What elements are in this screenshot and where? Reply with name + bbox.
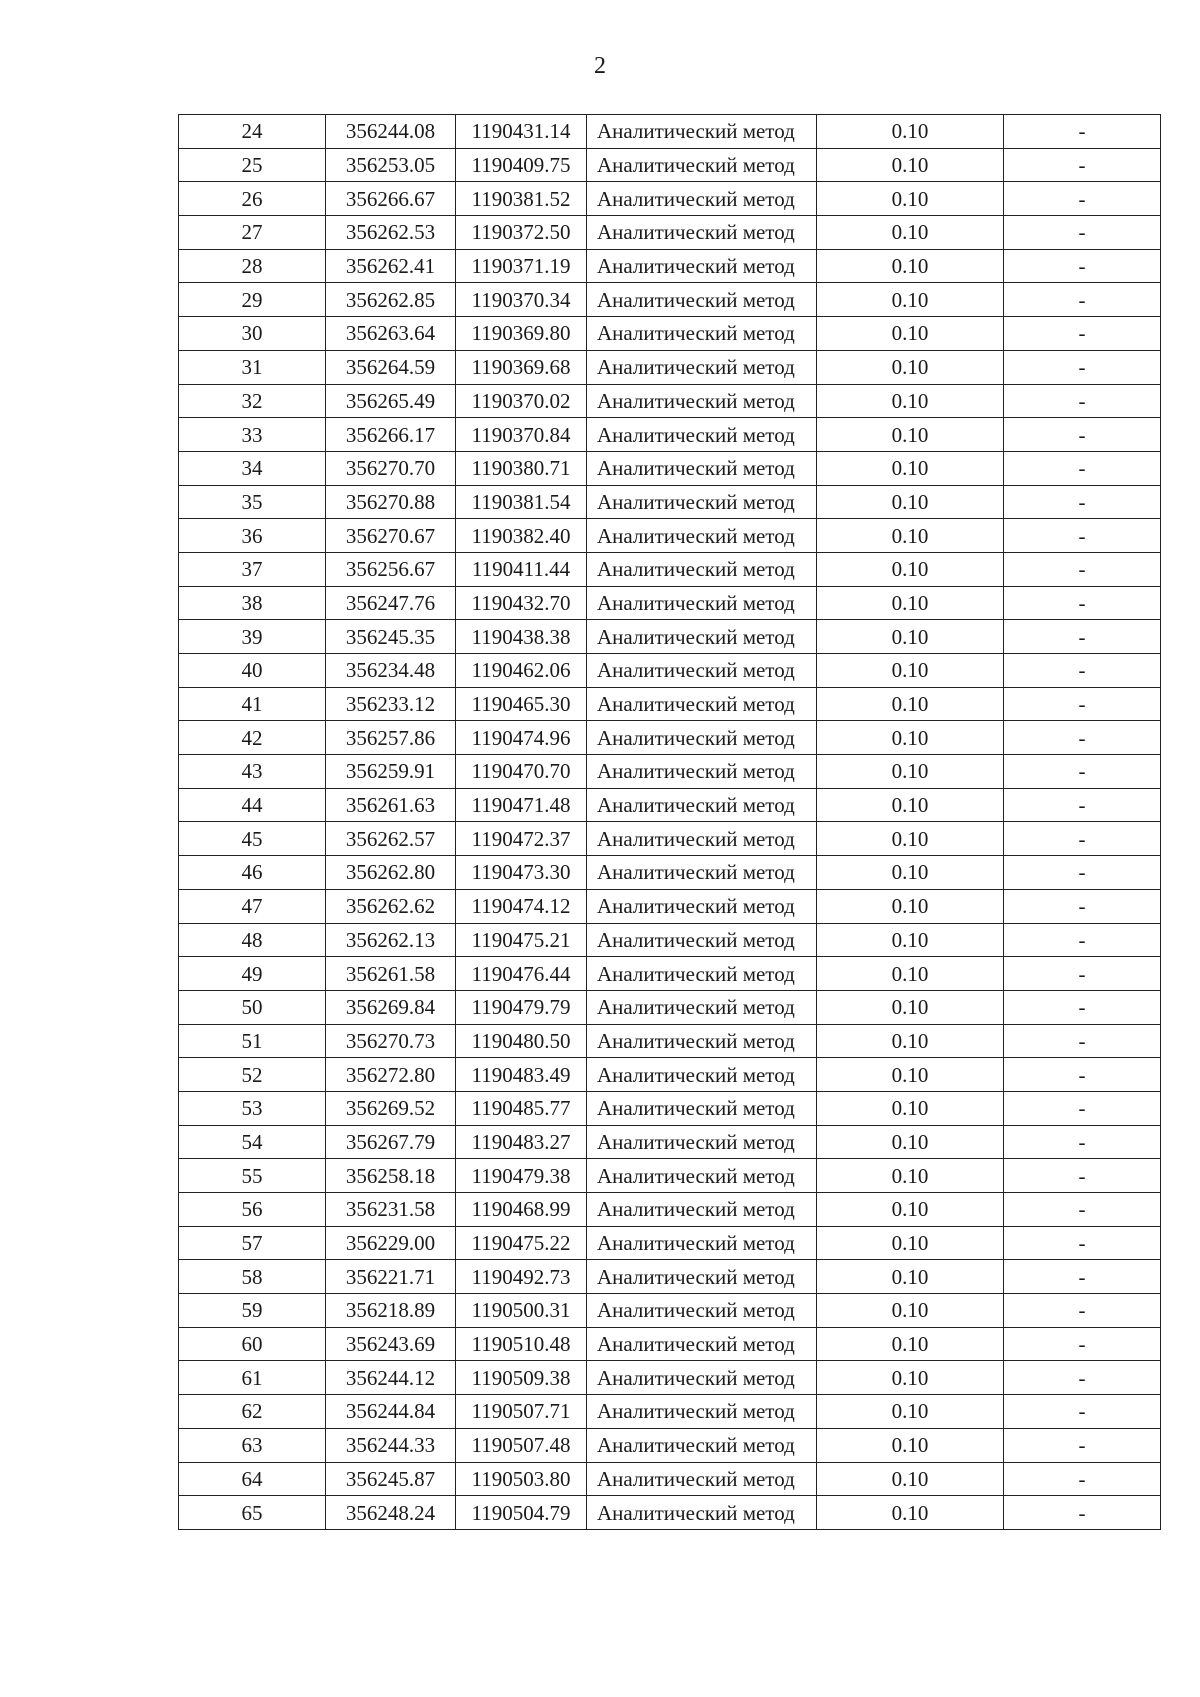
accuracy-cell: 0.10 (817, 1226, 1004, 1260)
accuracy-cell: 0.10 (817, 418, 1004, 452)
y-coordinate-cell: 1190468.99 (456, 1193, 587, 1227)
y-coordinate-cell: 1190473.30 (456, 856, 587, 890)
note-cell: - (1004, 856, 1161, 890)
table-row (179, 1327, 1161, 1361)
y-coordinate-cell: 1190479.79 (456, 990, 587, 1024)
point-number-cell: 39 (179, 620, 326, 654)
x-coordinate-cell: 356262.57 (326, 822, 456, 856)
x-coordinate-cell: 356229.00 (326, 1226, 456, 1260)
y-coordinate-cell: 1190370.34 (456, 283, 587, 317)
x-coordinate-cell: 356221.71 (326, 1260, 456, 1294)
accuracy-cell: 0.10 (817, 1361, 1004, 1395)
accuracy-cell: 0.10 (817, 721, 1004, 755)
method-cell: Аналитический метод (587, 148, 817, 182)
accuracy-cell: 0.10 (817, 350, 1004, 384)
note-cell: - (1004, 384, 1161, 418)
point-number-cell: 24 (179, 115, 326, 149)
method-cell: Аналитический метод (587, 1260, 817, 1294)
method-cell: Аналитический метод (587, 721, 817, 755)
note-cell: - (1004, 1058, 1161, 1092)
method-cell: Аналитический метод (587, 317, 817, 351)
x-coordinate-cell: 356262.53 (326, 216, 456, 250)
accuracy-cell: 0.10 (817, 620, 1004, 654)
y-coordinate-cell: 1190380.71 (456, 451, 587, 485)
point-number-cell: 35 (179, 485, 326, 519)
x-coordinate-cell: 356262.85 (326, 283, 456, 317)
point-number-cell: 30 (179, 317, 326, 351)
table-row (179, 283, 1161, 317)
note-cell: - (1004, 148, 1161, 182)
note-cell: - (1004, 216, 1161, 250)
accuracy-cell: 0.10 (817, 755, 1004, 789)
y-coordinate-cell: 1190483.49 (456, 1058, 587, 1092)
method-cell: Аналитический метод (587, 620, 817, 654)
x-coordinate-cell: 356244.08 (326, 115, 456, 149)
point-number-cell: 32 (179, 384, 326, 418)
x-coordinate-cell: 356269.52 (326, 1091, 456, 1125)
page-number: 2 (594, 53, 606, 79)
method-cell: Аналитический метод (587, 1058, 817, 1092)
table-row (179, 654, 1161, 688)
method-cell: Аналитический метод (587, 1024, 817, 1058)
note-cell: - (1004, 552, 1161, 586)
point-number-cell: 60 (179, 1327, 326, 1361)
x-coordinate-cell: 356218.89 (326, 1294, 456, 1328)
table-row (179, 923, 1161, 957)
accuracy-cell: 0.10 (817, 822, 1004, 856)
note-cell: - (1004, 451, 1161, 485)
x-coordinate-cell: 356253.05 (326, 148, 456, 182)
point-number-cell: 34 (179, 451, 326, 485)
point-number-cell: 62 (179, 1395, 326, 1429)
note-cell: - (1004, 1428, 1161, 1462)
point-number-cell: 25 (179, 148, 326, 182)
x-coordinate-cell: 356266.17 (326, 418, 456, 452)
y-coordinate-cell: 1190480.50 (456, 1024, 587, 1058)
method-cell: Аналитический метод (587, 822, 817, 856)
note-cell: - (1004, 1193, 1161, 1227)
method-cell: Аналитический метод (587, 485, 817, 519)
accuracy-cell: 0.10 (817, 519, 1004, 553)
x-coordinate-cell: 356272.80 (326, 1058, 456, 1092)
method-cell: Аналитический метод (587, 755, 817, 789)
y-coordinate-cell: 1190369.80 (456, 317, 587, 351)
accuracy-cell: 0.10 (817, 1327, 1004, 1361)
y-coordinate-cell: 1190510.48 (456, 1327, 587, 1361)
table-row (179, 586, 1161, 620)
accuracy-cell: 0.10 (817, 856, 1004, 890)
accuracy-cell: 0.10 (817, 283, 1004, 317)
accuracy-cell: 0.10 (817, 1496, 1004, 1530)
accuracy-cell: 0.10 (817, 1091, 1004, 1125)
x-coordinate-cell: 356256.67 (326, 552, 456, 586)
coordinates-table (178, 114, 1161, 1530)
table-row (179, 620, 1161, 654)
method-cell: Аналитический метод (587, 1091, 817, 1125)
x-coordinate-cell: 356263.64 (326, 317, 456, 351)
x-coordinate-cell: 356247.76 (326, 586, 456, 620)
note-cell: - (1004, 418, 1161, 452)
method-cell: Аналитический метод (587, 249, 817, 283)
x-coordinate-cell: 356262.41 (326, 249, 456, 283)
y-coordinate-cell: 1190382.40 (456, 519, 587, 553)
note-cell: - (1004, 350, 1161, 384)
point-number-cell: 38 (179, 586, 326, 620)
note-cell: - (1004, 654, 1161, 688)
x-coordinate-cell: 356270.70 (326, 451, 456, 485)
point-number-cell: 33 (179, 418, 326, 452)
table-row (179, 418, 1161, 452)
x-coordinate-cell: 356261.63 (326, 788, 456, 822)
table-row (179, 451, 1161, 485)
table-row (179, 182, 1161, 216)
table-row (179, 384, 1161, 418)
note-cell: - (1004, 687, 1161, 721)
x-coordinate-cell: 356265.49 (326, 384, 456, 418)
table-row (179, 519, 1161, 553)
table-row (179, 1496, 1161, 1530)
table-row (179, 1361, 1161, 1395)
x-coordinate-cell: 356248.24 (326, 1496, 456, 1530)
accuracy-cell: 0.10 (817, 788, 1004, 822)
method-cell: Аналитический метод (587, 384, 817, 418)
y-coordinate-cell: 1190485.77 (456, 1091, 587, 1125)
method-cell: Аналитический метод (587, 350, 817, 384)
point-number-cell: 45 (179, 822, 326, 856)
note-cell: - (1004, 889, 1161, 923)
x-coordinate-cell: 356262.80 (326, 856, 456, 890)
x-coordinate-cell: 356270.88 (326, 485, 456, 519)
x-coordinate-cell: 356244.84 (326, 1395, 456, 1429)
accuracy-cell: 0.10 (817, 586, 1004, 620)
y-coordinate-cell: 1190507.48 (456, 1428, 587, 1462)
point-number-cell: 46 (179, 856, 326, 890)
note-cell: - (1004, 1327, 1161, 1361)
point-number-cell: 37 (179, 552, 326, 586)
note-cell: - (1004, 990, 1161, 1024)
table-row (179, 990, 1161, 1024)
method-cell: Аналитический метод (587, 115, 817, 149)
table-row (179, 1428, 1161, 1462)
x-coordinate-cell: 356245.87 (326, 1462, 456, 1496)
y-coordinate-cell: 1190475.21 (456, 923, 587, 957)
x-coordinate-cell: 356266.67 (326, 182, 456, 216)
x-coordinate-cell: 356270.67 (326, 519, 456, 553)
accuracy-cell: 0.10 (817, 1395, 1004, 1429)
note-cell: - (1004, 1294, 1161, 1328)
x-coordinate-cell: 356244.12 (326, 1361, 456, 1395)
table-row (179, 249, 1161, 283)
point-number-cell: 63 (179, 1428, 326, 1462)
y-coordinate-cell: 1190431.14 (456, 115, 587, 149)
accuracy-cell: 0.10 (817, 1428, 1004, 1462)
method-cell: Аналитический метод (587, 1496, 817, 1530)
y-coordinate-cell: 1190474.96 (456, 721, 587, 755)
accuracy-cell: 0.10 (817, 384, 1004, 418)
point-number-cell: 64 (179, 1462, 326, 1496)
y-coordinate-cell: 1190369.68 (456, 350, 587, 384)
point-number-cell: 31 (179, 350, 326, 384)
y-coordinate-cell: 1190432.70 (456, 586, 587, 620)
accuracy-cell: 0.10 (817, 249, 1004, 283)
x-coordinate-cell: 356234.48 (326, 654, 456, 688)
method-cell: Аналитический метод (587, 418, 817, 452)
method-cell: Аналитический метод (587, 451, 817, 485)
method-cell: Аналитический метод (587, 654, 817, 688)
y-coordinate-cell: 1190411.44 (456, 552, 587, 586)
method-cell: Аналитический метод (587, 889, 817, 923)
accuracy-cell: 0.10 (817, 889, 1004, 923)
x-coordinate-cell: 356258.18 (326, 1159, 456, 1193)
x-coordinate-cell: 356233.12 (326, 687, 456, 721)
table-row (179, 822, 1161, 856)
y-coordinate-cell: 1190370.84 (456, 418, 587, 452)
x-coordinate-cell: 356259.91 (326, 755, 456, 789)
accuracy-cell: 0.10 (817, 1193, 1004, 1227)
table-row (179, 1058, 1161, 1092)
y-coordinate-cell: 1190475.22 (456, 1226, 587, 1260)
y-coordinate-cell: 1190474.12 (456, 889, 587, 923)
y-coordinate-cell: 1190409.75 (456, 148, 587, 182)
method-cell: Аналитический метод (587, 1462, 817, 1496)
note-cell: - (1004, 1125, 1161, 1159)
x-coordinate-cell: 356244.33 (326, 1428, 456, 1462)
y-coordinate-cell: 1190476.44 (456, 957, 587, 991)
method-cell: Аналитический метод (587, 957, 817, 991)
y-coordinate-cell: 1190483.27 (456, 1125, 587, 1159)
note-cell: - (1004, 1024, 1161, 1058)
table-row (179, 1294, 1161, 1328)
method-cell: Аналитический метод (587, 923, 817, 957)
point-number-cell: 58 (179, 1260, 326, 1294)
table-row (179, 1091, 1161, 1125)
table-row (179, 350, 1161, 384)
note-cell: - (1004, 485, 1161, 519)
y-coordinate-cell: 1190470.70 (456, 755, 587, 789)
accuracy-cell: 0.10 (817, 1260, 1004, 1294)
note-cell: - (1004, 788, 1161, 822)
table-row (179, 485, 1161, 519)
point-number-cell: 41 (179, 687, 326, 721)
note-cell: - (1004, 1496, 1161, 1530)
point-number-cell: 50 (179, 990, 326, 1024)
method-cell: Аналитический метод (587, 586, 817, 620)
note-cell: - (1004, 283, 1161, 317)
y-coordinate-cell: 1190465.30 (456, 687, 587, 721)
table-row (179, 1159, 1161, 1193)
point-number-cell: 65 (179, 1496, 326, 1530)
point-number-cell: 28 (179, 249, 326, 283)
y-coordinate-cell: 1190372.50 (456, 216, 587, 250)
x-coordinate-cell: 356267.79 (326, 1125, 456, 1159)
point-number-cell: 52 (179, 1058, 326, 1092)
accuracy-cell: 0.10 (817, 182, 1004, 216)
table-row (179, 856, 1161, 890)
accuracy-cell: 0.10 (817, 923, 1004, 957)
accuracy-cell: 0.10 (817, 1024, 1004, 1058)
point-number-cell: 36 (179, 519, 326, 553)
table-row (179, 889, 1161, 923)
accuracy-cell: 0.10 (817, 1058, 1004, 1092)
accuracy-cell: 0.10 (817, 1159, 1004, 1193)
x-coordinate-cell: 356262.13 (326, 923, 456, 957)
x-coordinate-cell: 356257.86 (326, 721, 456, 755)
point-number-cell: 42 (179, 721, 326, 755)
method-cell: Аналитический метод (587, 1159, 817, 1193)
y-coordinate-cell: 1190504.79 (456, 1496, 587, 1530)
method-cell: Аналитический метод (587, 1327, 817, 1361)
note-cell: - (1004, 923, 1161, 957)
table-row (179, 115, 1161, 149)
accuracy-cell: 0.10 (817, 1125, 1004, 1159)
y-coordinate-cell: 1190492.73 (456, 1260, 587, 1294)
point-number-cell: 48 (179, 923, 326, 957)
y-coordinate-cell: 1190381.52 (456, 182, 587, 216)
method-cell: Аналитический метод (587, 856, 817, 890)
note-cell: - (1004, 317, 1161, 351)
x-coordinate-cell: 356262.62 (326, 889, 456, 923)
x-coordinate-cell: 356264.59 (326, 350, 456, 384)
point-number-cell: 43 (179, 755, 326, 789)
table-row (179, 1226, 1161, 1260)
accuracy-cell: 0.10 (817, 115, 1004, 149)
method-cell: Аналитический метод (587, 1395, 817, 1429)
note-cell: - (1004, 586, 1161, 620)
y-coordinate-cell: 1190471.48 (456, 788, 587, 822)
table-row (179, 1193, 1161, 1227)
table-row (179, 957, 1161, 991)
table-row (179, 317, 1161, 351)
table-row (179, 1462, 1161, 1496)
y-coordinate-cell: 1190509.38 (456, 1361, 587, 1395)
method-cell: Аналитический метод (587, 216, 817, 250)
method-cell: Аналитический метод (587, 1125, 817, 1159)
y-coordinate-cell: 1190472.37 (456, 822, 587, 856)
y-coordinate-cell: 1190462.06 (456, 654, 587, 688)
table-row (179, 1125, 1161, 1159)
point-number-cell: 53 (179, 1091, 326, 1125)
note-cell: - (1004, 1395, 1161, 1429)
y-coordinate-cell: 1190438.38 (456, 620, 587, 654)
x-coordinate-cell: 356243.69 (326, 1327, 456, 1361)
table-row (179, 216, 1161, 250)
x-coordinate-cell: 356269.84 (326, 990, 456, 1024)
method-cell: Аналитический метод (587, 1361, 817, 1395)
accuracy-cell: 0.10 (817, 654, 1004, 688)
note-cell: - (1004, 182, 1161, 216)
note-cell: - (1004, 249, 1161, 283)
note-cell: - (1004, 957, 1161, 991)
note-cell: - (1004, 822, 1161, 856)
note-cell: - (1004, 1462, 1161, 1496)
point-number-cell: 44 (179, 788, 326, 822)
point-number-cell: 56 (179, 1193, 326, 1227)
point-number-cell: 57 (179, 1226, 326, 1260)
table-row (179, 687, 1161, 721)
accuracy-cell: 0.10 (817, 687, 1004, 721)
y-coordinate-cell: 1190500.31 (456, 1294, 587, 1328)
y-coordinate-cell: 1190381.54 (456, 485, 587, 519)
method-cell: Аналитический метод (587, 182, 817, 216)
x-coordinate-cell: 356261.58 (326, 957, 456, 991)
accuracy-cell: 0.10 (817, 552, 1004, 586)
table-row (179, 788, 1161, 822)
note-cell: - (1004, 1226, 1161, 1260)
point-number-cell: 47 (179, 889, 326, 923)
accuracy-cell: 0.10 (817, 451, 1004, 485)
y-coordinate-cell: 1190370.02 (456, 384, 587, 418)
method-cell: Аналитический метод (587, 1193, 817, 1227)
accuracy-cell: 0.10 (817, 148, 1004, 182)
point-number-cell: 29 (179, 283, 326, 317)
method-cell: Аналитический метод (587, 283, 817, 317)
note-cell: - (1004, 620, 1161, 654)
table-body (179, 115, 1161, 1530)
table-row (179, 148, 1161, 182)
y-coordinate-cell: 1190371.19 (456, 249, 587, 283)
note-cell: - (1004, 755, 1161, 789)
method-cell: Аналитический метод (587, 990, 817, 1024)
note-cell: - (1004, 1361, 1161, 1395)
y-coordinate-cell: 1190479.38 (456, 1159, 587, 1193)
method-cell: Аналитический метод (587, 1226, 817, 1260)
table-row (179, 721, 1161, 755)
x-coordinate-cell: 356270.73 (326, 1024, 456, 1058)
point-number-cell: 59 (179, 1294, 326, 1328)
method-cell: Аналитический метод (587, 788, 817, 822)
note-cell: - (1004, 115, 1161, 149)
point-number-cell: 51 (179, 1024, 326, 1058)
point-number-cell: 26 (179, 182, 326, 216)
x-coordinate-cell: 356231.58 (326, 1193, 456, 1227)
table-row (179, 1260, 1161, 1294)
accuracy-cell: 0.10 (817, 1462, 1004, 1496)
method-cell: Аналитический метод (587, 687, 817, 721)
note-cell: - (1004, 1091, 1161, 1125)
accuracy-cell: 0.10 (817, 990, 1004, 1024)
point-number-cell: 49 (179, 957, 326, 991)
method-cell: Аналитический метод (587, 1428, 817, 1462)
method-cell: Аналитический метод (587, 1294, 817, 1328)
table-row (179, 755, 1161, 789)
table-row (179, 1395, 1161, 1429)
table-row (179, 1024, 1161, 1058)
note-cell: - (1004, 519, 1161, 553)
point-number-cell: 55 (179, 1159, 326, 1193)
note-cell: - (1004, 1260, 1161, 1294)
point-number-cell: 61 (179, 1361, 326, 1395)
point-number-cell: 27 (179, 216, 326, 250)
accuracy-cell: 0.10 (817, 1294, 1004, 1328)
accuracy-cell: 0.10 (817, 317, 1004, 351)
note-cell: - (1004, 721, 1161, 755)
x-coordinate-cell: 356245.35 (326, 620, 456, 654)
note-cell: - (1004, 1159, 1161, 1193)
accuracy-cell: 0.10 (817, 485, 1004, 519)
point-number-cell: 40 (179, 654, 326, 688)
y-coordinate-cell: 1190503.80 (456, 1462, 587, 1496)
point-number-cell: 54 (179, 1125, 326, 1159)
method-cell: Аналитический метод (587, 552, 817, 586)
table-row (179, 552, 1161, 586)
accuracy-cell: 0.10 (817, 957, 1004, 991)
y-coordinate-cell: 1190507.71 (456, 1395, 587, 1429)
method-cell: Аналитический метод (587, 519, 817, 553)
accuracy-cell: 0.10 (817, 216, 1004, 250)
